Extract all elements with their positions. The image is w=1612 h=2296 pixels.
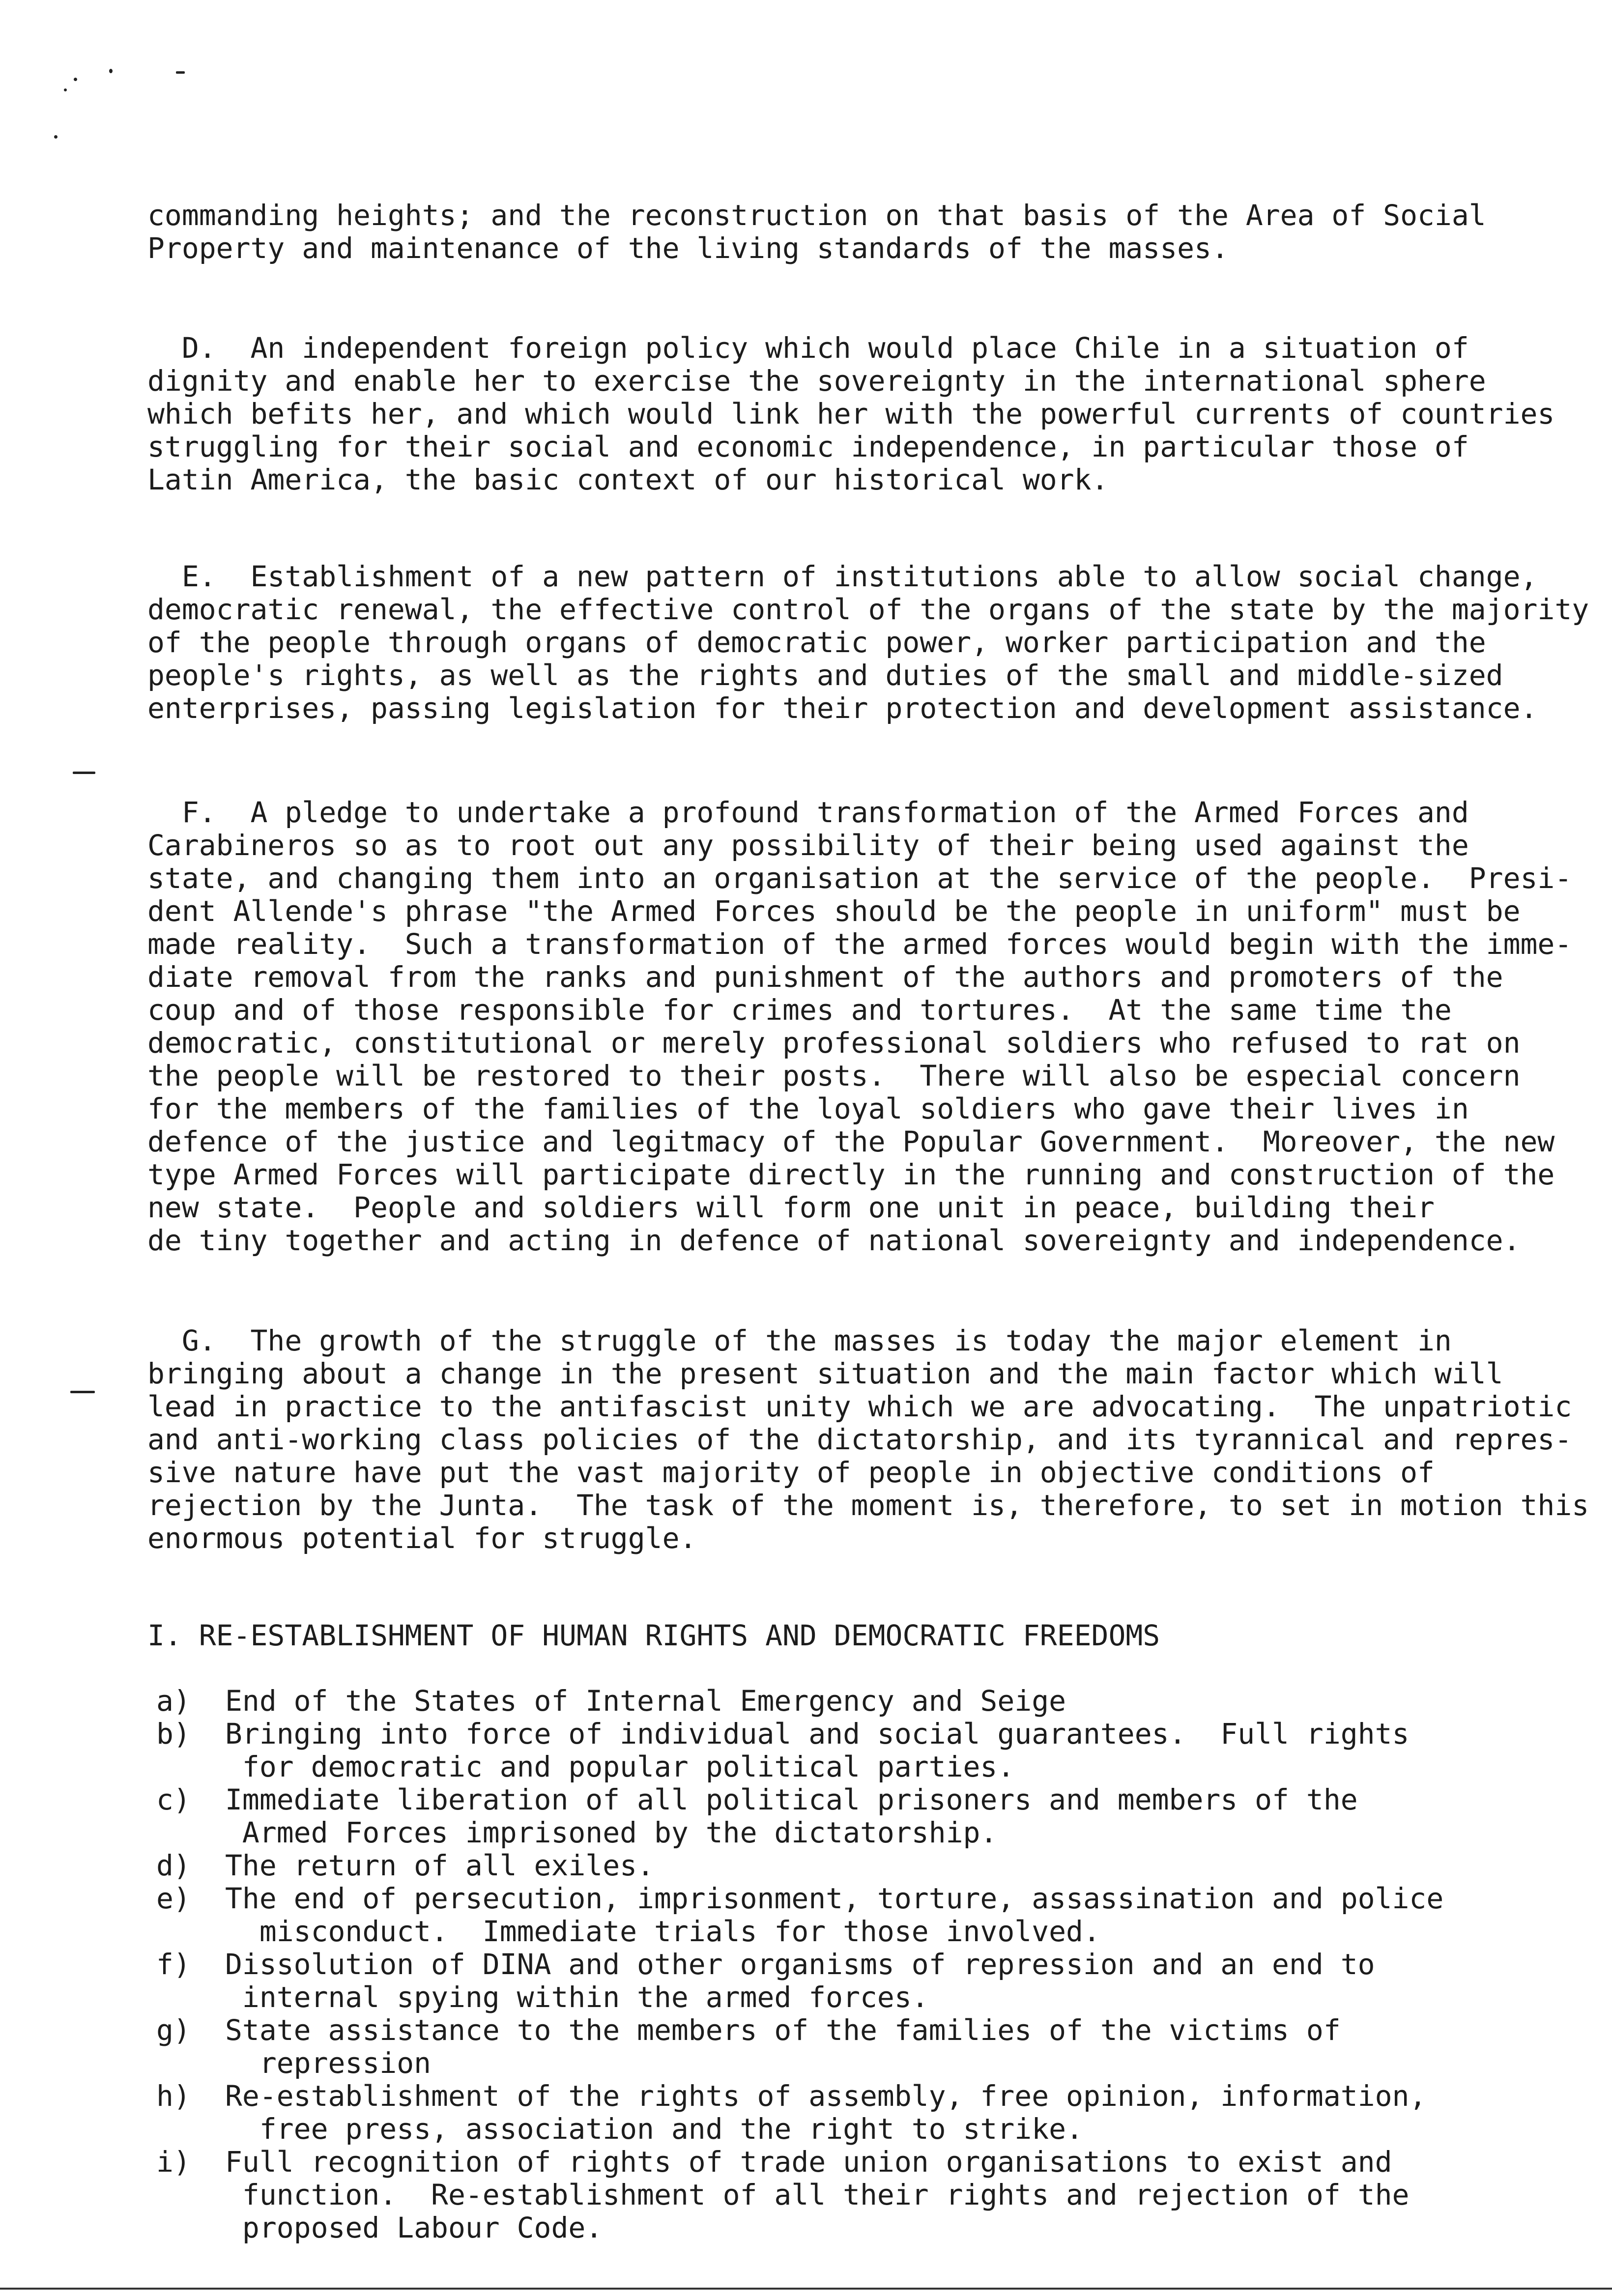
list-item-text: State assistance to the members of the families of the victims of repression <box>225 2013 1341 2080</box>
scan-speck <box>54 135 58 139</box>
list-item <box>156 2014 1552 2080</box>
list-marker: a) <box>156 1684 191 1718</box>
list-item-text: Immediate liberation of all political prisoners and members of the Armed Forces imprisoned by the dictatorship. <box>225 1783 1358 1849</box>
list-item <box>156 2146 1552 2244</box>
list-item <box>156 2080 1552 2146</box>
paragraph-f: F. A pledge to undertake a profound transformation of the Armed Forces and Carabineros so as to root out any possibility of their being used against the state, and changing them into an organisation at the service of the people. Presi- dent Allende's phrase "the Armed Forces should be the people in uniform" must be made reality. Such a transformation of the armed forces would begin with the imme- diate removal from the ranks and punishment of the authors and promoters of the coup and of those responsible for crimes and tortures. At the same time the democratic, constitutional or merely professional soldiers who refused to rat on the people will be restored to their posts. There will also be especial concern for the members of the families of the loyal soldiers who gave their lives in defence of the justice and legitmacy of the Popular Government. Moreover, the new type Armed Forces will participate directly in the running and construction of the new state. People and soldiers will form one unit in peace, building their de tiny together and acting in defence of national sovereignty and independence. <box>147 796 1572 1257</box>
list-item-text: Re-establishment of the rights of assembly, free opinion, information, free press, association and the right to strike. <box>225 2079 1427 2146</box>
section-heading: I. RE-ESTABLISHMENT OF HUMAN RIGHTS AND DEMOCRATIC FREEDOMS <box>147 1619 1160 1652</box>
list-item-text: The return of all exiles. <box>225 1849 654 1882</box>
list-marker: b) <box>156 1717 191 1751</box>
list-marker: c) <box>156 1783 191 1816</box>
paragraph-g: G. The growth of the struggle of the masses is today the major element in bringing about a change in the present situation and the main factor which will lead in practice to the antifascist unity which we are advocating. The unpatriotic and anti-working class policies of the dictatorship, and its tyrannical and repres- sive nature have put the vast majority of people in objective conditions of rejection by the Junta. The task of the moment is, therefore, to set in motion this enormous potential for struggle. <box>147 1324 1589 1555</box>
list-marker: e) <box>156 1882 191 1915</box>
list-marker: i) <box>156 2145 191 2179</box>
list-item-text: Full recognition of rights of trade union organisations to exist and function. Re-establishment of all their rights and rejection of the proposed Labour Code. <box>225 2145 1410 2244</box>
scan-speck <box>74 78 77 81</box>
list-marker: g) <box>156 2013 191 2047</box>
list-item <box>156 1849 1552 1882</box>
scan-speck <box>64 88 67 91</box>
list-item <box>156 1783 1552 1849</box>
list-marker: d) <box>156 1849 191 1882</box>
scan-speck <box>109 69 113 73</box>
paragraph-intro: commanding heights; and the reconstruction on that basis of the Area of Social Property and maintenance of the living standards of the masses. <box>147 199 1486 265</box>
list-item-text: Dissolution of DINA and other organisms of repression and an end to internal spying within the armed forces. <box>225 1948 1375 2014</box>
list-item-text: Bringing into force of individual and social guarantees. Full rights for democratic and popular political parties. <box>225 1717 1410 1783</box>
margin-mark <box>73 772 95 774</box>
margin-mark <box>70 1391 95 1393</box>
list-item-text: End of the States of Internal Emergency and Seige <box>225 1684 1066 1718</box>
page-bottom-edge <box>0 2288 1612 2290</box>
paragraph-e: E. Establishment of a new pattern of institutions able to allow social change, democratic renewal, the effective control of the organs of the state by the majority of the people through organs of democratic power, worker participation and the people's rights, as well as the rights and duties of the small and middle-sized enterprises, passing legislation for their protection and development assistance. <box>147 560 1589 725</box>
list-item <box>156 1948 1552 2014</box>
list-item <box>156 1882 1552 1948</box>
list-marker: h) <box>156 2079 191 2113</box>
list-item-text: The end of persecution, imprisonment, torture, assassination and police misconduct. Immediate trials for those involved. <box>225 1882 1444 1948</box>
scan-speck <box>176 71 185 74</box>
rights-list <box>156 1685 1552 2244</box>
paragraph-d: D. An independent foreign policy which would place Chile in a situation of dignity and enable her to exercise the sovereignty in the international sphere which befits her, and which would link her with the powerful currents of countries struggling for their social and economic independence, in particular those of Latin America, the basic context of our historical work. <box>147 331 1555 496</box>
list-item <box>156 1718 1552 1783</box>
list-marker: f) <box>156 1948 191 1981</box>
list-item <box>156 1685 1552 1718</box>
